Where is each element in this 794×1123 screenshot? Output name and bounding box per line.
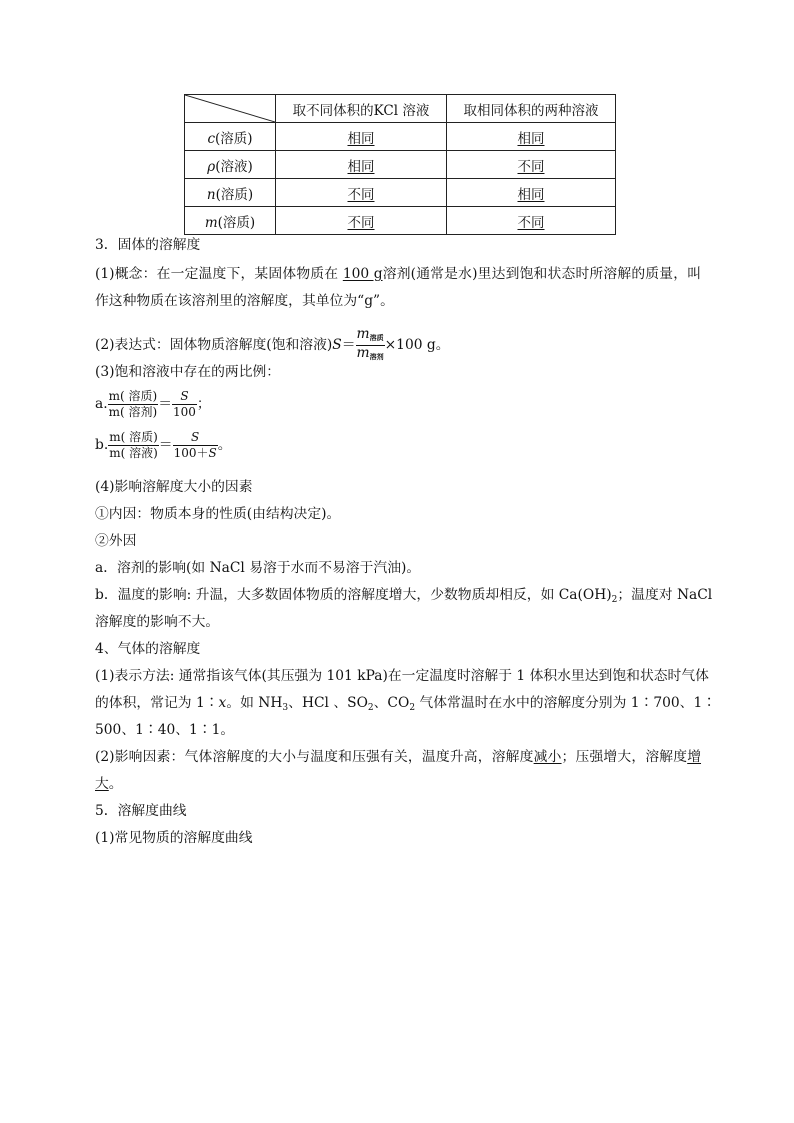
diagonal-header-cell bbox=[185, 95, 276, 123]
ratio-b-left-fraction: m( 溶质) m( 溶液) bbox=[109, 430, 158, 460]
table-cell: 不同 bbox=[276, 179, 447, 207]
section-heading: 4、气体的溶解度 bbox=[95, 641, 201, 657]
table-cell: 相同 bbox=[447, 123, 616, 151]
table-cell: 相同 bbox=[276, 151, 447, 179]
row-label: ρ(溶液) bbox=[185, 151, 276, 179]
temperature-effect: b．温度的影响: 升温，大多数固体物质的溶解度增大，少数物质却相反，如 $Ca(OH)_2$；温度对 NaCl bbox=[95, 587, 713, 605]
diagonal-line bbox=[185, 95, 275, 122]
solvent-effect: a．溶剂的影响(如 NaCl 易溶于水而不易溶于汽油)。 bbox=[95, 560, 421, 576]
table-cell: 相同 bbox=[447, 179, 616, 207]
internal-factor: ①内因：物质本身的性质(由结构决定)。 bbox=[95, 506, 341, 522]
gas-expression-line3: 500、1∶40、1∶1。 bbox=[95, 722, 235, 738]
comparison-table bbox=[184, 94, 616, 235]
gas-factors-line2: 大。 bbox=[95, 776, 123, 792]
table-cell: 相同 bbox=[276, 123, 447, 151]
solubility-curve-heading: (1)常见物质的溶解度曲线 bbox=[95, 830, 253, 846]
ratio-b: b. m( 溶质) m( 溶液) ＝ $\frac{S}{100+S}$ 。 bbox=[95, 430, 232, 460]
table-header-row bbox=[185, 95, 616, 123]
column-header: 取相同体积的两种溶液 bbox=[447, 95, 616, 123]
section-heading: 5．溶解度曲线 bbox=[95, 803, 187, 819]
row-label: n(溶质) bbox=[185, 179, 276, 207]
paragraph-factors: (4)影响溶解度大小的因素 bbox=[95, 479, 253, 495]
gas-expression-line2: 的体积，常记为 1∶x。如 $NH_3$、HCl 、$SO_2$、$CO_2$ 气体常温时在水中的溶解度分别为 1∶700、1∶ bbox=[95, 695, 717, 713]
solubility-fraction: m溶质 m溶剂 bbox=[356, 326, 384, 361]
gas-factors-line1: (2)影响因素：气体溶解度的大小与温度和压强有关，温度升高，溶解度减小；压强增大，溶解度增 bbox=[95, 749, 702, 765]
temperature-effect-line2: 溶解度的影响不大。 bbox=[95, 614, 220, 630]
table-row bbox=[185, 151, 616, 179]
paragraph-concept-line2: 作这种物质在该溶剂里的溶解度，其单位为“g”。 bbox=[95, 293, 394, 309]
external-factor: ②外因 bbox=[95, 533, 137, 549]
ratio-a: a. m( 溶质) m( 溶剂) ＝ $\frac{S}{100}$ ； bbox=[95, 389, 211, 419]
ratio-b-right-fraction: $\frac{S}{100+S}$ bbox=[173, 430, 217, 460]
table-cell: 不同 bbox=[276, 207, 447, 235]
row-label: m(溶质) bbox=[185, 207, 276, 235]
paragraph-ratios: (3)饱和溶液中存在的两比例： bbox=[95, 364, 281, 380]
paragraph-expression: (2)表达式：固体物质溶解度(饱和溶液)S＝ m溶质 m溶剂 ×100 g。 bbox=[95, 327, 450, 364]
table-row bbox=[185, 179, 616, 207]
table-cell: 不同 bbox=[447, 151, 616, 179]
column-header: 取不同体积的KCl 溶液 bbox=[276, 95, 447, 123]
ratio-a-left-fraction: m( 溶质) m( 溶剂) bbox=[108, 389, 158, 419]
table-row bbox=[185, 123, 616, 151]
row-label: c(溶质) bbox=[185, 123, 276, 151]
table-cell: 不同 bbox=[447, 207, 616, 235]
gas-expression-line1: (1)表示方法: 通常指该气体(其压强为 101 kPa)在一定温度时溶解于 1 体积水里达到饱和状态时气体 bbox=[95, 668, 709, 684]
paragraph-concept: (1)概念：在一定温度下，某固体物质在 100 g溶剂(通常是水)里达到饱和状态时所溶解的质量，叫 bbox=[95, 266, 702, 282]
table-row bbox=[185, 207, 616, 235]
section-heading: 3．固体的溶解度 bbox=[95, 237, 201, 253]
ratio-a-right-fraction: $\frac{S}{100}$ bbox=[172, 389, 196, 419]
